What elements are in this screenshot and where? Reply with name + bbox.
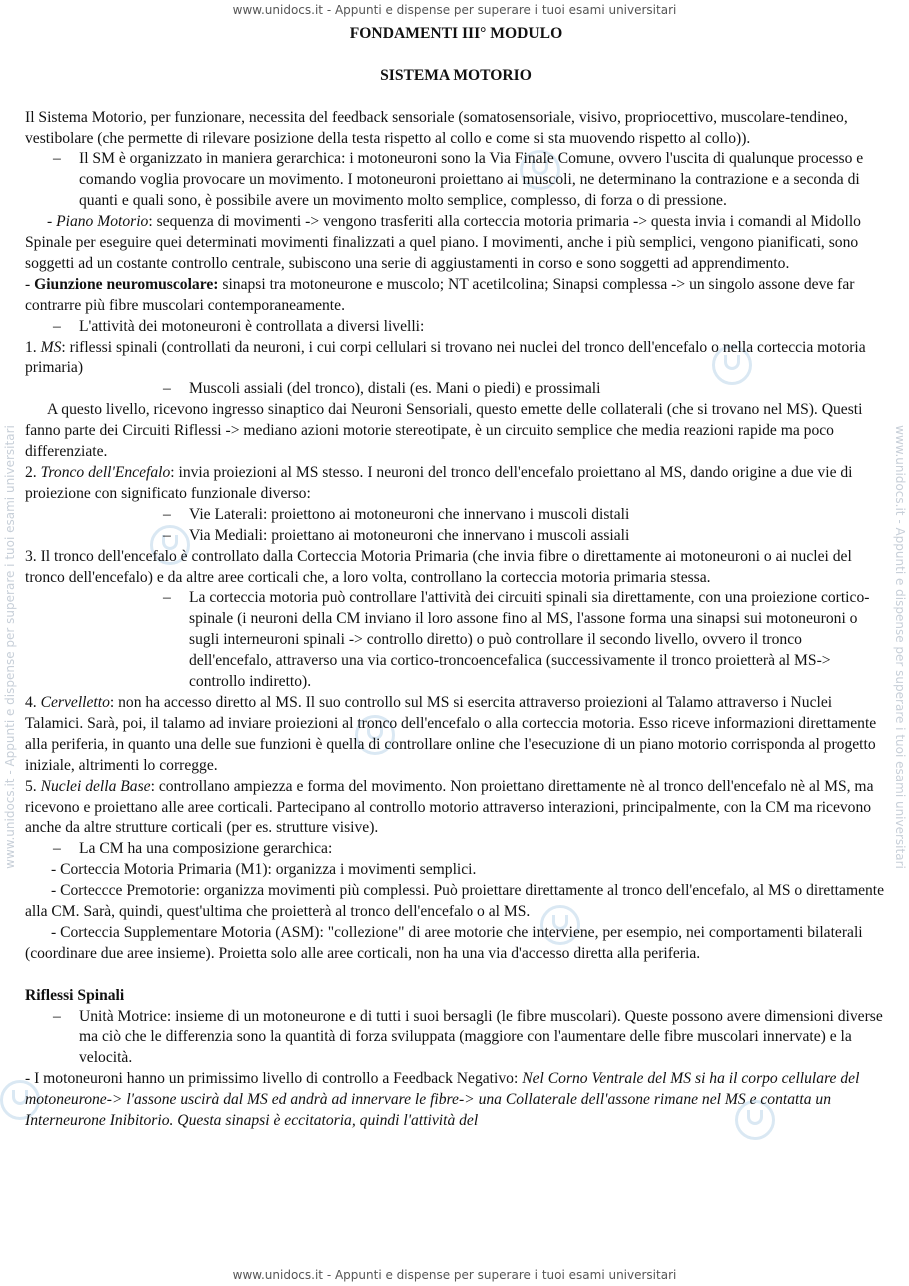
paragraph-piano-motorio bbox=[25, 212, 887, 275]
item-number: 4. bbox=[25, 693, 41, 711]
term-piano-motorio: Piano Motorio bbox=[56, 213, 149, 231]
paragraph-giunzione bbox=[25, 275, 887, 317]
bullet-vie-laterali bbox=[25, 505, 887, 526]
dash-marker: – bbox=[163, 380, 171, 398]
prefix: - bbox=[47, 213, 57, 231]
list-item-nuclei-base bbox=[25, 777, 887, 840]
dash-marker: – bbox=[163, 526, 171, 544]
bullet-cm-gerarchia bbox=[25, 839, 887, 860]
bullet-livelli bbox=[25, 317, 887, 338]
bullet-text: Vie Laterali: proiettono ai motoneuroni che innervano i muscoli distali bbox=[189, 505, 630, 523]
bullet-text: La CM ha una composizione gerarchica: bbox=[79, 840, 333, 858]
bullet-muscoli bbox=[25, 379, 887, 400]
dash-marker: – bbox=[53, 150, 61, 168]
item-term: MS bbox=[40, 338, 62, 356]
dash-marker: – bbox=[163, 505, 171, 523]
bullet-gerarchia bbox=[25, 149, 887, 212]
item-number: 1. bbox=[25, 338, 41, 356]
paragraph-text: sinapsi tra motoneurone e muscolo; NT acetilcolina; Sinapsi complessa -> un singolo assone deve far contrarre più fibre muscolari contemporaneamente. bbox=[25, 275, 855, 314]
list-item-corteccia: 3. Il tronco dell'encefalo è controllato dalla Corteccia Motoria Primaria (che invia fibre o direttamente ai motoneuroni o ai nuclei del tronco dell'encefalo) e da altre aree corticali che, a loro volta, controllano la corteccia motoria primaria stessa. bbox=[25, 547, 852, 586]
dash-marker: – bbox=[53, 840, 61, 858]
paragraph-livello: A questo livello, ricevono ingresso sinaptico dai Neuroni Sensoriali, questo emette delle collaterali (che si trovano nel MS). Questi fanno parte dei Circuiti Riflessi -> mediano azioni motorie stereotipate, è un circuito semplice che media reazioni rapide ma poco differenziate. bbox=[25, 401, 863, 461]
document-page bbox=[25, 24, 887, 1132]
bullet-text: Via Mediali: proiettano ai motoneuroni che innervano i muscoli assiali bbox=[189, 526, 630, 544]
paragraph-feedback bbox=[25, 1069, 887, 1132]
dash-marker: – bbox=[163, 589, 171, 607]
bullet-vie-mediali bbox=[25, 526, 887, 547]
item-text: : riflessi spinali (controllati da neuroni, i cui corpi cellulari si trovano nei nuclei del tronco dell'encefalo o nella corteccia motoria primaria) bbox=[25, 338, 866, 377]
sub-item-premotorie: - Corteccce Premotorie: organizza movimenti più complessi. Può proiettare direttamente al tronco dell'encefalo, al MS o direttamente alla CM. Sarà, quindi, quest'ultima che proietterà al tronco dell'encefalo o al MS. bbox=[25, 882, 885, 921]
list-item-tronco bbox=[25, 463, 887, 505]
dash-marker: – bbox=[53, 317, 61, 335]
bullet-corteccia-motoria bbox=[25, 588, 887, 693]
paragraph-text: : sequenza di movimenti -> vengono trasferiti alla corteccia motoria primaria -> questa invia i comandi al Midollo Spinale per eseguire quei determinati movimenti finalizzati a quel piano. I movimenti, anche i più semplici, vengono pianificati, sono soggetti ad un costante controllo centrale, subiscono una serie di aggiustamenti in corso e sono soggetti ad apprendimento. bbox=[25, 213, 861, 272]
item-term: Nuclei della Base bbox=[40, 777, 151, 795]
item-text: : invia proiezioni al MS stesso. I neuroni del tronco dell'encefalo proiettano al MS, dando origine a due vie di proiezione con significato funzionale diverso: bbox=[25, 464, 853, 502]
document-title: FONDAMENTI III° MODULO bbox=[349, 25, 563, 42]
term-giunzione: Giunzione neuromuscolare: bbox=[34, 275, 219, 293]
bullet-text: Unità Motrice: insieme di un motoneurone e di tutti i suoi bersagli (le fibre muscolari). Queste possono avere dimensioni diverse ma ciò che le differenzia sono la quantità di forza sviluppata (maggiore con l'aumentare delle fibre muscolari innervate) e la velocità. bbox=[79, 1007, 883, 1067]
watermark-right: www.unidocs.it - Appunti e dispense per superare i tuoi esami universitari bbox=[893, 425, 907, 869]
list-item-cervelletto bbox=[25, 693, 887, 777]
item-text: : controllano ampiezza e forma del movimento. Non proiettano direttamente nè al tronco dell'encefalo nè al MS, ma ricevono e proiettano alle aree corticali. Partecipano al controllo motorio attraverso interazioni, principalmente, con la CM ma ricevono anche da altre strutture corticali (per es. strutture visive). bbox=[25, 777, 874, 837]
item-term: Cervelletto bbox=[40, 693, 110, 711]
heading-riflessi-spinali: Riflessi Spinali bbox=[25, 986, 125, 1004]
sub-item-asm: - Corteccia Supplementare Motoria (ASM): "collezione" di aree motorie che interviene, per esempio, nei comportamenti bilaterali (coordinare due aree insieme). Proietta solo alle aree corticali, non ha una via d'accesso diretta alla periferia. bbox=[25, 923, 863, 962]
item-number: 5. bbox=[25, 777, 41, 795]
bullet-text: L'attività dei motoneuroni è controllata a diversi livelli: bbox=[79, 317, 425, 335]
section-title: SISTEMA MOTORIO bbox=[380, 66, 532, 84]
dash-marker: – bbox=[53, 1007, 61, 1025]
bullet-text: Muscoli assiali (del tronco), distali (es. Mani o piedi) e prossimali bbox=[189, 380, 601, 398]
watermark-bottom: www.unidocs.it - Appunti e dispense per superare i tuoi esami universitari bbox=[232, 1268, 677, 1282]
paragraph-text: - I motoneuroni hanno un primissimo livello di controllo a Feedback Negativo: bbox=[25, 1070, 523, 1088]
spacer bbox=[25, 965, 887, 986]
bullet-text: La corteccia motoria può controllare l'attività dei circuiti spinali sia direttamente, con una proiezione cortico-spinale (i neuroni della CM inviano il loro assone fino al MS, l'assone forma una sinapsi sui motoneuroni o sugli interneuroni spinali -> controllo diretto) o può controllare il secondo livello, ovvero il tronco dell'encefalo, attraverso una via cortico-troncoencefalica (successivamente il tronco proietterà al MS-> controllo indiretto). bbox=[189, 589, 870, 691]
item-number: 2. bbox=[25, 464, 41, 481]
sub-item-m1: - Corteccia Motoria Primaria (M1): organizza i movimenti semplici. bbox=[51, 861, 477, 879]
bullet-text: Il SM è organizzato in maniera gerarchica: i motoneuroni sono la Via Finale Comune, ovvero l'uscita di qualunque processo e comando voglia provocare un movimento. I motoneuroni proiettano ai muscoli, ne determinano la contrazione e a seconda di quanti e quali sono, è possibile avere un movimento molto semplice, complesso, di forza o di pressione. bbox=[79, 150, 864, 210]
list-item-ms bbox=[25, 338, 887, 380]
prefix: - bbox=[25, 275, 35, 293]
watermark-left: www.unidocs.it - Appunti e dispense per superare i tuoi esami universitari bbox=[3, 425, 17, 869]
watermark-top: www.unidocs.it - Appunti e dispense per superare i tuoi esami universitari bbox=[232, 3, 677, 17]
paragraph-intro: Il Sistema Motorio, per funzionare, necessita del feedback sensoriale (somatosensoriale, visivo, propriocettivo, muscolare-tendineo, vestibolare (che permette di rilevare posizione della testa rispetto al collo e come si sta muovendo rispetto al collo)). bbox=[25, 108, 848, 147]
paragraph-italic-text: Nel Corno Ventrale del MS si ha il corpo cellulare del motoneurone-> l'assone uscirà dal MS ed andrà ad innervare le fibre-> una Collaterale dell'assone rimane nel MS e contatta un Interneurone Inibitorio. Questa sinapsi è eccitatoria, quindi l'attività del bbox=[25, 1070, 860, 1130]
bullet-unita-motrice bbox=[25, 1007, 887, 1070]
item-term: Tronco dell'Encefalo bbox=[40, 464, 171, 481]
item-text: : non ha accesso diretto al MS. Il suo controllo sul MS si esercita attraverso proiezioni al Talamo attraverso i Nuclei Talamici. Sarà, poi, il talamo ad inviare proiezioni al tronco dell'encefalo o alla corteccia motoria. Esso riceve informazioni direttamente alla periferia, in quanto una delle sue funzioni è quella di controllare online che l'esecuzione di un piano motorio corrisponda al progetto iniziale, altrimenti lo corregge. bbox=[25, 693, 877, 774]
